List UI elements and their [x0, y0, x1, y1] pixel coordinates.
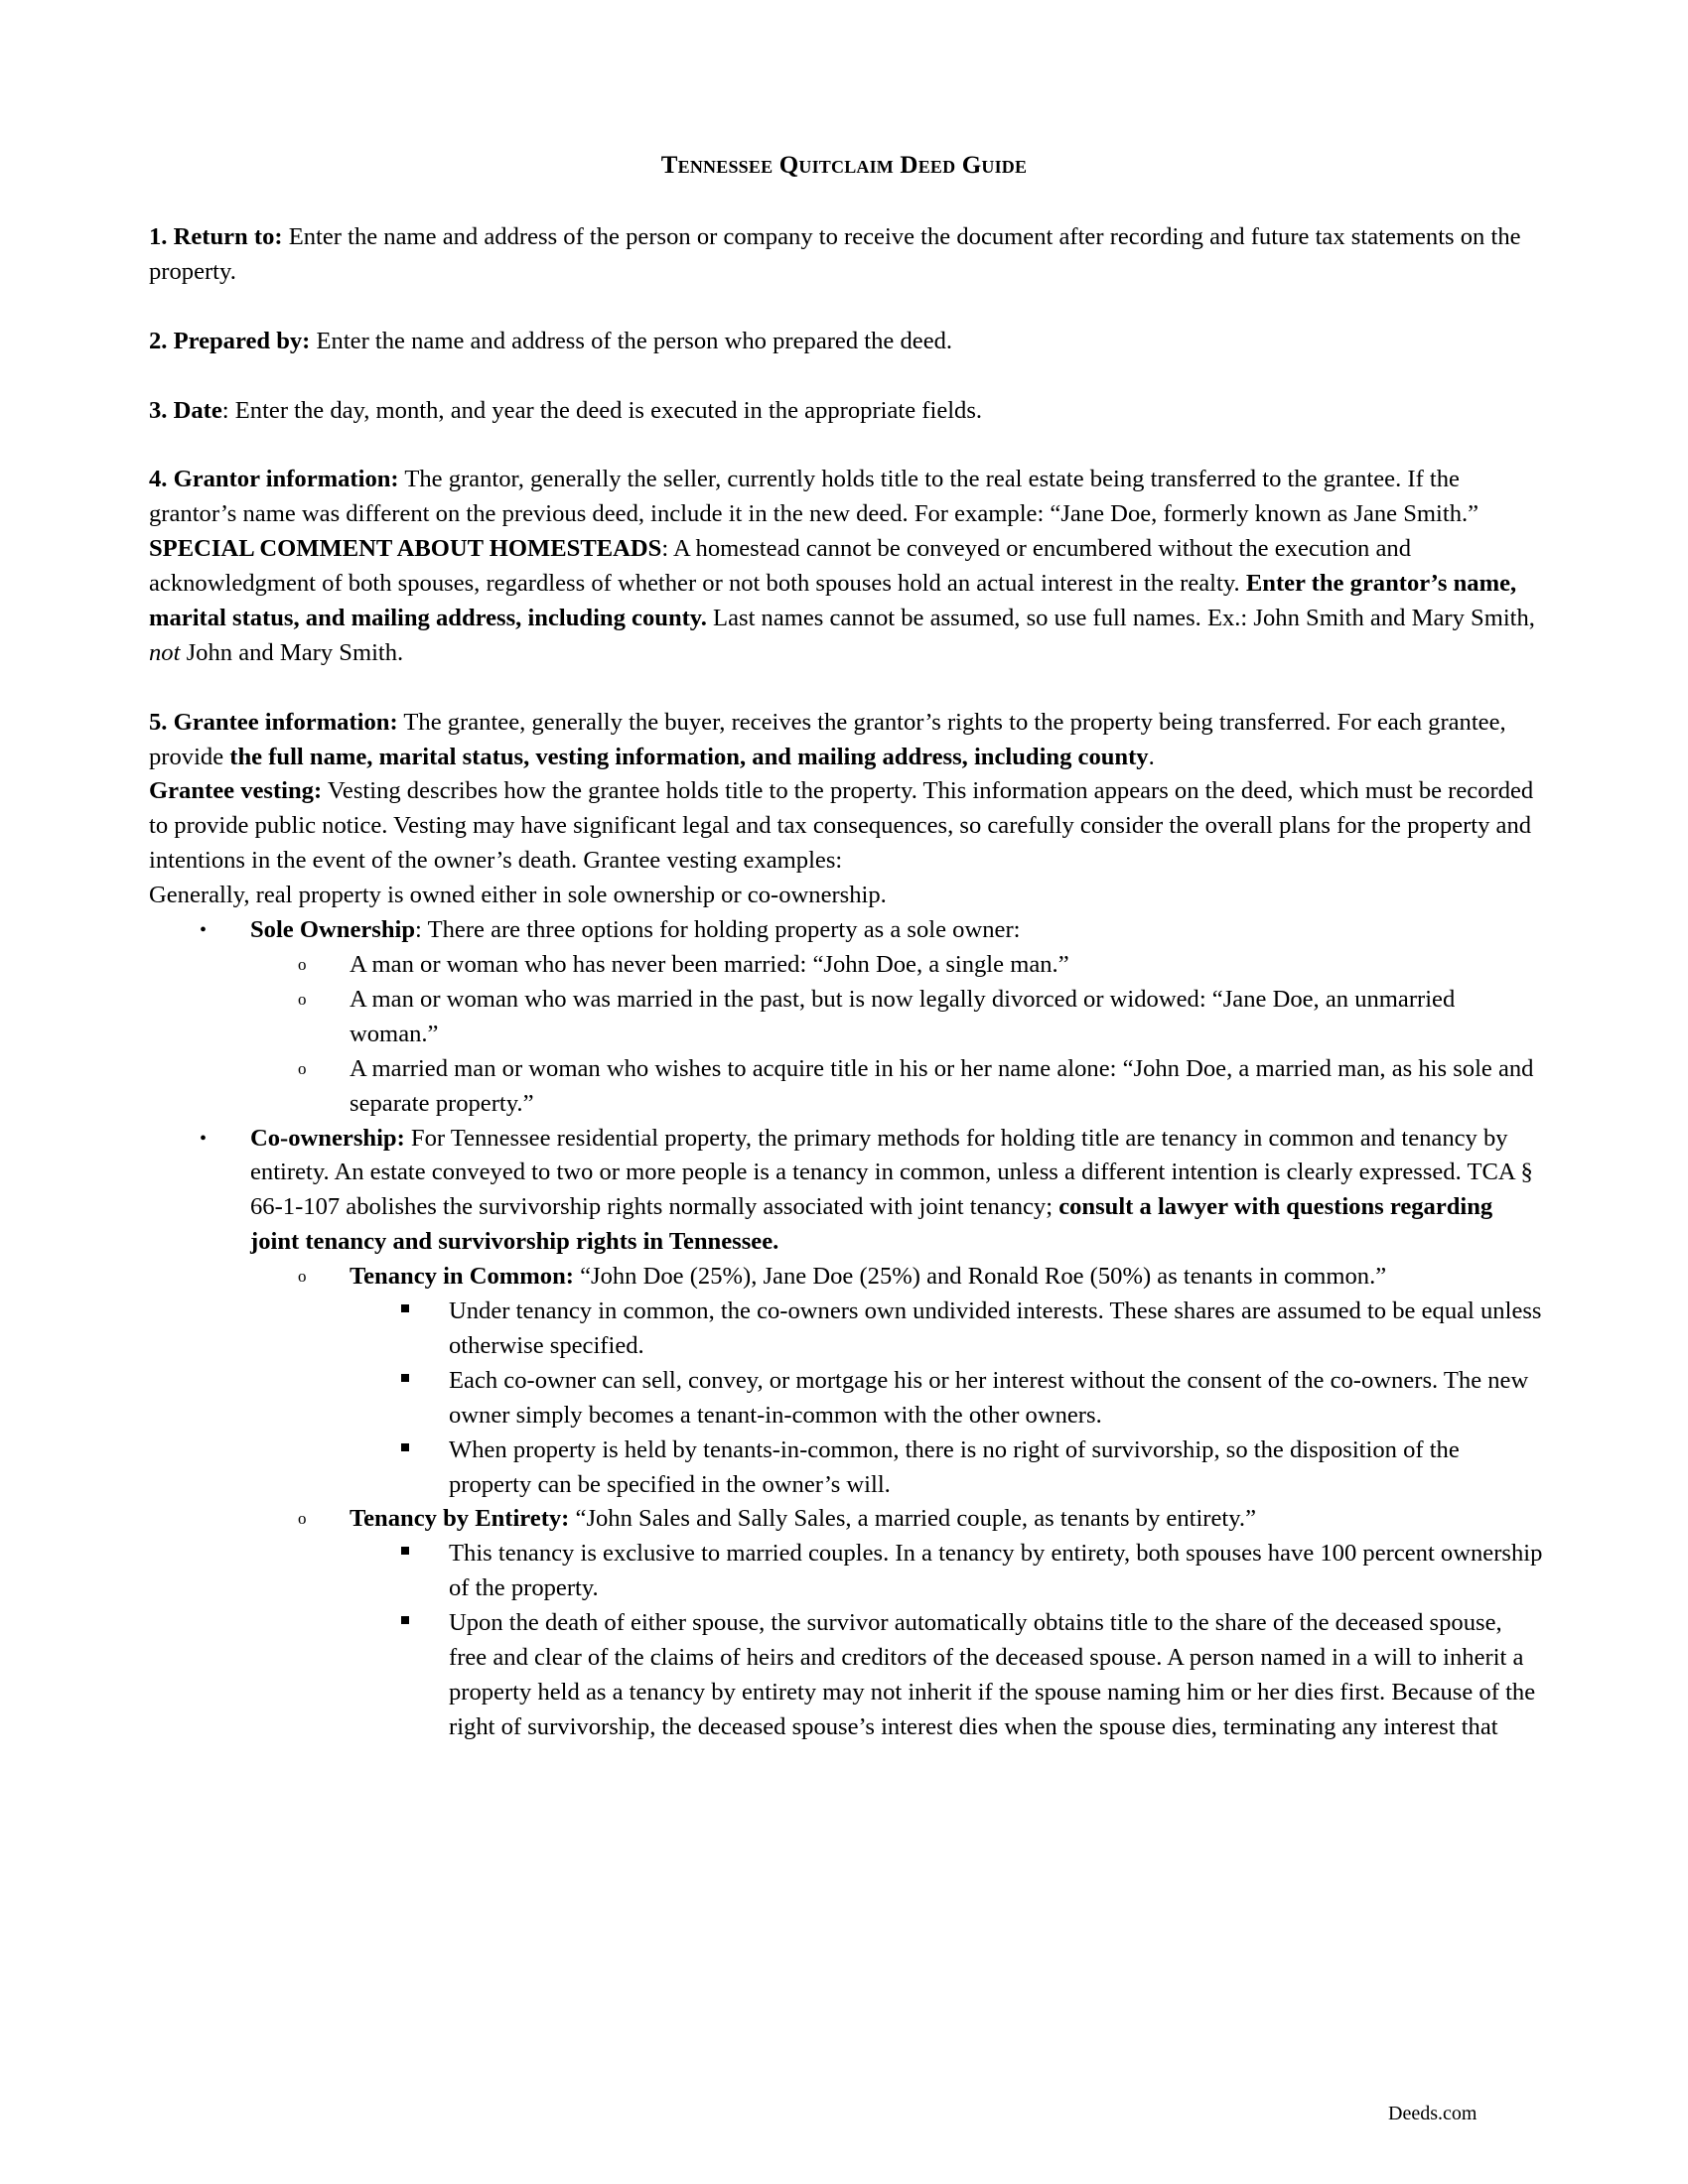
list-item-text: A man or woman who has never been married: “John Doe, a single man.”	[350, 950, 1069, 978]
circle-bullet-icon: o	[298, 1058, 307, 1078]
circle-bullet-icon: o	[298, 954, 307, 974]
square-bullet-icon	[401, 1304, 409, 1312]
grantee-instruction: the full name, marital status, vesting information, and mailing address, including county	[229, 743, 1149, 770]
section-label: 2. Prepared by:	[149, 327, 311, 354]
list-item	[149, 983, 1544, 1052]
square-bullet-icon	[401, 1616, 409, 1624]
list-item-sole-ownership	[149, 913, 1544, 948]
list-item-label: Tenancy by Entirety:	[350, 1505, 570, 1533]
list-item-text: Under tenancy in common, the co-owners own undivided interests. These shares are assumed to be equal unless otherwise specified.	[449, 1297, 1542, 1359]
section-label: 4. Grantor information:	[149, 466, 399, 493]
document-body	[149, 220, 1544, 1745]
grantor-instruction: Enter the grantor’s name, marital status, and mailing address, including county.	[149, 570, 1517, 631]
page-title: Tennessee Quitclaim Deed Guide	[660, 152, 1028, 179]
section-grantee	[149, 706, 1544, 775]
vesting-text: Vesting describes how the grantee holds title to the property. This information appears on the deed, which must be recorded to provide public notice. Vesting may have significant legal and tax consequences, so carefully consider the overall plans for the property and intentions in the event of the owner’s death. Grantee vesting examples:	[149, 777, 1534, 875]
emphasis-not: not	[149, 638, 181, 666]
section-text: John and Mary Smith.	[180, 638, 404, 666]
list-item-text: This tenancy is exclusive to married couples. In a tenancy by entirety, both spouses have 100 percent ownership of the property.	[449, 1540, 1543, 1602]
list-item-label: Co-ownership:	[250, 1124, 405, 1152]
square-bullet-icon	[401, 1374, 409, 1382]
list-item-text: Upon the death of either spouse, the survivor automatically obtains title to the share of the deceased spouse, free and clear of the claims of heirs and creditors of the deceased spouse. A person named in a will to inherit a property held as a tenancy by entirety may not inherit if the spouse naming him or her dies first. Because of the right of survivorship, the deceased spouse’s interest dies when the spouse dies, terminating any interest that	[449, 1609, 1536, 1740]
spacer	[149, 290, 1544, 325]
section-text: .	[1148, 743, 1155, 770]
circle-bullet-icon: o	[298, 1267, 307, 1287]
section-label: 5. Grantee information:	[149, 708, 398, 736]
square-bullet-icon	[401, 1547, 409, 1555]
bullet-icon: •	[200, 919, 208, 942]
list-item	[149, 1606, 1544, 1745]
section-text: The grantee, generally the buyer, receives the grantor’s rights to the property being transferred. For each grantee, provide	[149, 708, 1506, 770]
list-item-text: A man or woman who was married in the past, but is now legally divorced or widowed: “Jane Doe, an unmarried woman.”	[350, 985, 1456, 1047]
section-grantor	[149, 463, 1544, 670]
section-text: : Enter the day, month, and year the deed is executed in the appropriate fields.	[221, 396, 983, 424]
section-text: Enter the name and address of the person or company to receive the document after recording and future tax statements on the property.	[149, 223, 1521, 285]
spacer	[149, 428, 1544, 463]
list-item-co-ownership	[149, 1122, 1544, 1261]
bullet-icon: •	[200, 1127, 208, 1150]
ownership-intro: Generally, real property is owned either in sole ownership or co-ownership.	[149, 882, 887, 909]
list-item-label: Tenancy in Common:	[350, 1263, 574, 1291]
list-item-text: “John Sales and Sally Sales, a married couple, as tenants by entirety.”	[569, 1505, 1256, 1533]
list-item	[149, 1433, 1544, 1503]
list-item	[149, 948, 1544, 983]
list-item-label: Sole Ownership	[250, 916, 416, 944]
section-return-to	[149, 220, 1544, 290]
list-item-tenancy-in-common	[149, 1260, 1544, 1295]
list-item-text: When property is held by tenants-in-common, there is no right of survivorship, so the disposition of the property can be specified in the owner’s will.	[449, 1435, 1460, 1498]
list-item	[149, 1364, 1544, 1433]
section-text: Last names cannot be assumed, so use full names. Ex.: John Smith and Mary Smith,	[706, 604, 1535, 631]
section-label: 1. Return to:	[149, 223, 283, 250]
lawyer-advice: consult a lawyer with questions regarding joint tenancy and survivorship rights in Tennessee.	[250, 1193, 1493, 1256]
list-item-text: Each co-owner can sell, convey, or mortgage his or her interest without the consent of the co-owners. The new owner simply becomes a tenant-in-common with the other owners.	[449, 1366, 1529, 1429]
list-item	[149, 1537, 1544, 1606]
vesting-label: Grantee vesting:	[149, 777, 323, 805]
section-text: The grantor, generally the seller, currently holds title to the real estate being transferred to the grantee. If the grantor’s name was different on the previous deed, include it in the new deed. For example: “Jane Doe, formerly known as Jane Smith.”	[149, 466, 1479, 528]
spacer	[149, 671, 1544, 706]
circle-bullet-icon: o	[298, 1509, 307, 1529]
section-text: : A homestead cannot be conveyed or encumbered without the execution and acknowledgment of both spouses, regardless of whether or not both spouses hold an actual interest in the realty.	[149, 535, 1412, 598]
list-item-text: For Tennessee residential property, the primary methods for holding title are tenancy in common and tenancy by entirety. An estate conveyed to two or more people is a tenancy in common, unless a different intention is clearly expressed. TCA § 66-1-107 abolishes the survivorship rights normally associated with joint tenancy;	[250, 1124, 1533, 1221]
circle-bullet-icon: o	[298, 989, 307, 1009]
list-item-text: “John Doe (25%), Jane Doe (25%) and Ronald Roe (50%) as tenants in common.”	[573, 1263, 1387, 1291]
list-item	[149, 1052, 1544, 1122]
list-item	[149, 1295, 1544, 1364]
list-item-text: : There are three options for holding property as a sole owner:	[415, 916, 1021, 944]
section-date	[149, 394, 1544, 429]
special-comment-label: SPECIAL COMMENT ABOUT HOMESTEADS	[149, 535, 662, 563]
section-prepared-by	[149, 325, 1544, 359]
footer-brand: Deeds.com	[1388, 2103, 1477, 2124]
list-item-tenancy-by-entirety	[149, 1502, 1544, 1537]
list-item-text: A married man or woman who wishes to acquire title in his or her name alone: “John Doe, a married man, as his sole and separate property.”	[350, 1054, 1534, 1117]
section-label: 3. Date	[149, 396, 222, 424]
grantee-vesting	[149, 774, 1544, 879]
square-bullet-icon	[401, 1443, 409, 1451]
section-text: Enter the name and address of the person who prepared the deed.	[310, 327, 953, 354]
spacer	[149, 359, 1544, 394]
